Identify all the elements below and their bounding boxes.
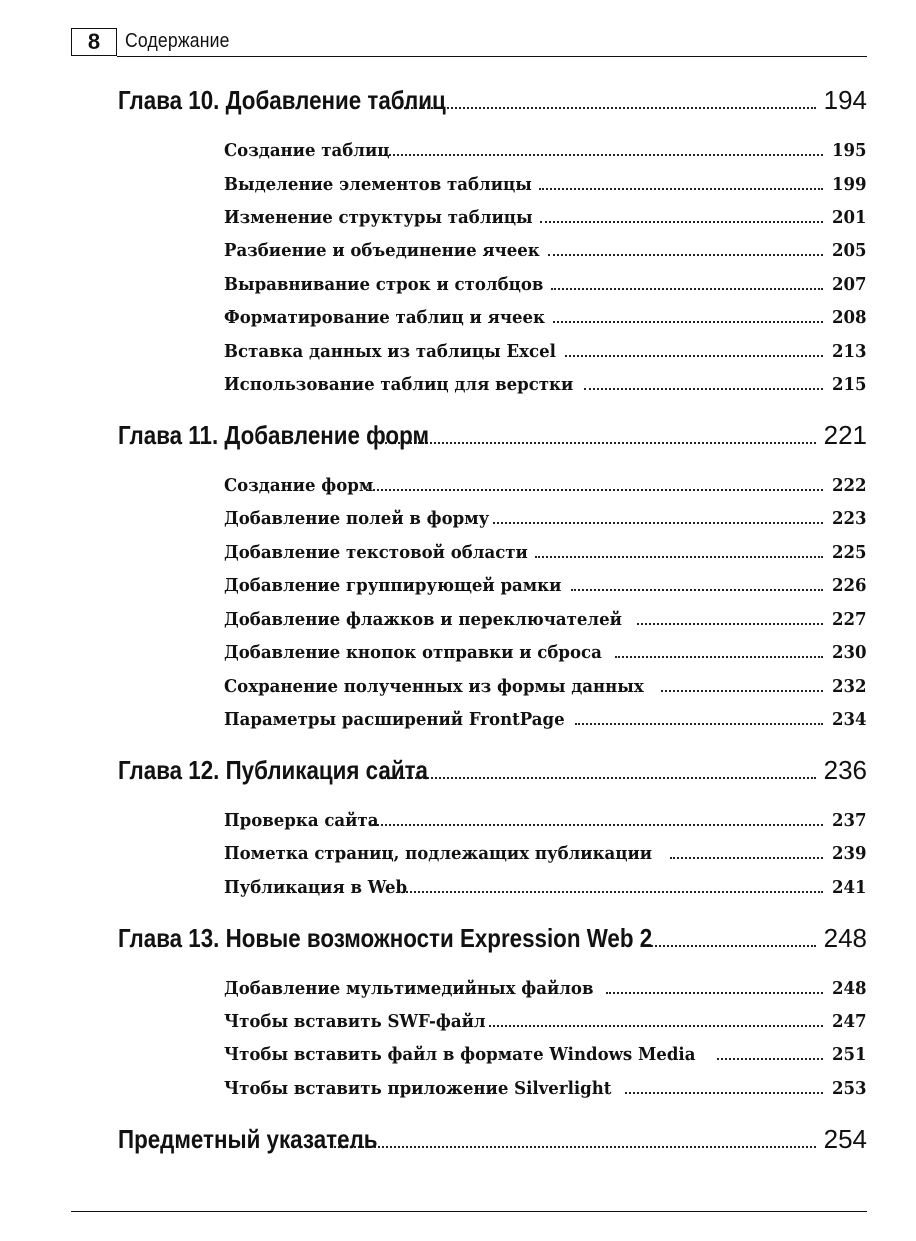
- toc-chapter[interactable]: [118, 755, 867, 789]
- dot-leader: [615, 656, 823, 658]
- toc-entry[interactable]: [224, 475, 867, 501]
- dot-leader: [403, 891, 823, 893]
- entry-page: 232: [832, 676, 867, 697]
- entry-title: Вставка данных из таблицы Excel: [224, 341, 556, 362]
- chapter-page: 236: [823, 755, 867, 785]
- running-header-title: Содержание: [125, 30, 230, 52]
- toc-entry[interactable]: [224, 709, 867, 735]
- dot-leader: [644, 945, 815, 947]
- header-rule: [117, 56, 867, 57]
- chapter-title: Глава 11. Добавление форм: [118, 420, 430, 450]
- toc-chapter[interactable]: [118, 1124, 867, 1158]
- dot-leader: [551, 288, 823, 290]
- toc-entry[interactable]: [224, 341, 867, 367]
- toc-entry[interactable]: [224, 1011, 867, 1037]
- toc-entry[interactable]: [224, 609, 867, 635]
- entry-title: Выравнивание строк и столбцов: [224, 274, 544, 295]
- dot-leader: [548, 254, 824, 256]
- entry-title: Параметры расширений FrontPage: [224, 709, 565, 730]
- chapter-page: 254: [823, 1124, 867, 1154]
- entry-title: Создание форм: [224, 475, 374, 496]
- toc-entry[interactable]: [224, 642, 867, 668]
- dot-leader: [404, 107, 815, 109]
- entry-title: Чтобы вставить SWF-файл: [224, 1011, 486, 1032]
- toc-chapter[interactable]: [118, 923, 867, 957]
- dot-leader: [670, 857, 824, 859]
- entry-page: 234: [832, 709, 867, 730]
- footer-rule: [71, 1211, 867, 1212]
- entry-title: Чтобы вставить файл в формате Windows Media: [224, 1044, 696, 1065]
- entry-title: Использование таблиц для верстки: [224, 374, 574, 395]
- entry-page: 227: [832, 609, 867, 630]
- toc-entry[interactable]: [224, 542, 867, 568]
- dot-leader: [372, 824, 823, 826]
- dot-leader: [540, 221, 824, 223]
- entry-title: Чтобы вставить приложение Silverlight: [224, 1078, 612, 1099]
- toc-entry[interactable]: [224, 1044, 867, 1070]
- toc-entry[interactable]: [224, 207, 867, 233]
- entry-page: 215: [832, 374, 867, 395]
- dot-leader: [489, 1025, 824, 1027]
- toc-entry[interactable]: [224, 274, 867, 300]
- entry-page: 251: [832, 1044, 867, 1065]
- toc-entry[interactable]: [224, 1078, 867, 1104]
- dot-leader: [565, 355, 823, 357]
- entry-page: 239: [832, 843, 867, 864]
- chapter-page: 221: [823, 420, 867, 450]
- entry-page: 208: [832, 307, 867, 328]
- dot-leader: [366, 489, 823, 491]
- chapter-title: Глава 10. Добавление таблиц: [118, 85, 446, 115]
- chapter-title: Глава 12. Публикация сайта: [118, 755, 428, 785]
- entry-title: Проверка сайта: [224, 810, 379, 831]
- entry-page: 226: [832, 575, 867, 596]
- entry-page: 222: [832, 475, 867, 496]
- entry-title: Добавление кнопок отправки и сброса: [224, 642, 602, 663]
- entry-title: Добавление группирующей рамки: [224, 575, 562, 596]
- chapter-title: Глава 13. Новые возможности Expression Web 2: [118, 923, 653, 953]
- toc-entry[interactable]: [224, 978, 867, 1004]
- dot-leader: [385, 442, 816, 444]
- entry-title: Добавление мультимедийных файлов: [224, 978, 594, 999]
- dot-leader: [493, 522, 824, 524]
- entry-page: 201: [832, 207, 867, 228]
- toc-entry[interactable]: [224, 508, 867, 534]
- entry-title: Публикация в Web: [224, 877, 408, 898]
- toc-entry[interactable]: [224, 240, 867, 266]
- toc-entry[interactable]: [224, 843, 867, 869]
- dot-leader: [625, 1092, 823, 1094]
- entry-page: 230: [832, 642, 867, 663]
- entry-page: 205: [832, 240, 867, 261]
- entry-page: 195: [832, 140, 867, 161]
- entry-page: 199: [832, 174, 867, 195]
- page-number: 8: [71, 28, 117, 56]
- toc-entry[interactable]: [224, 575, 867, 601]
- entry-title: Сохранение полученных из формы данных: [224, 676, 644, 697]
- entry-page: 213: [832, 341, 867, 362]
- entry-title: Добавление флажков и переключателей: [224, 609, 622, 630]
- entry-page: 253: [832, 1078, 867, 1099]
- dot-leader: [637, 623, 824, 625]
- dot-leader: [553, 321, 823, 323]
- entry-title: Создание таблиц: [224, 140, 390, 161]
- dot-leader: [571, 589, 823, 591]
- entry-page: 248: [832, 978, 867, 999]
- toc-entry[interactable]: [224, 307, 867, 333]
- toc-entry[interactable]: [224, 374, 867, 400]
- entry-title: Изменение структуры таблицы: [224, 207, 533, 228]
- entry-page: 207: [832, 274, 867, 295]
- entry-page: 237: [832, 810, 867, 831]
- entry-page: 241: [832, 877, 867, 898]
- toc-entry[interactable]: [224, 676, 867, 702]
- toc-chapter[interactable]: [118, 420, 867, 454]
- chapter-page: 248: [823, 923, 867, 953]
- entry-title: Пометка страниц, подлежащих публикации: [224, 843, 653, 864]
- dot-leader: [575, 723, 824, 725]
- dot-leader: [661, 690, 824, 692]
- dot-leader: [717, 1058, 824, 1060]
- dot-leader: [539, 188, 824, 190]
- running-header: [71, 28, 867, 58]
- entry-page: 225: [832, 542, 867, 563]
- toc-entry[interactable]: [224, 174, 867, 200]
- dot-leader: [384, 154, 823, 156]
- entry-page: 247: [832, 1011, 867, 1032]
- toc-entry[interactable]: [224, 810, 867, 836]
- entry-title: Форматирование таблиц и ячеек: [224, 307, 545, 328]
- dot-leader: [584, 388, 823, 390]
- chapter-page: 194: [823, 85, 867, 115]
- dot-leader: [384, 777, 816, 779]
- toc-entry[interactable]: [224, 877, 867, 903]
- toc-entry[interactable]: [224, 140, 867, 166]
- chapter-title: Предметный указатель: [118, 1124, 378, 1154]
- dot-leader: [606, 992, 824, 994]
- dot-leader: [535, 556, 824, 558]
- entry-title: Добавление текстовой области: [224, 542, 528, 563]
- entry-title: Добавление полей в форму: [224, 508, 490, 529]
- entry-title: Разбиение и объединение ячеек: [224, 240, 540, 261]
- toc-chapter[interactable]: [118, 85, 867, 119]
- entry-page: 223: [832, 508, 867, 529]
- dot-leader: [325, 1146, 816, 1148]
- entry-title: Выделение элементов таблицы: [224, 174, 532, 195]
